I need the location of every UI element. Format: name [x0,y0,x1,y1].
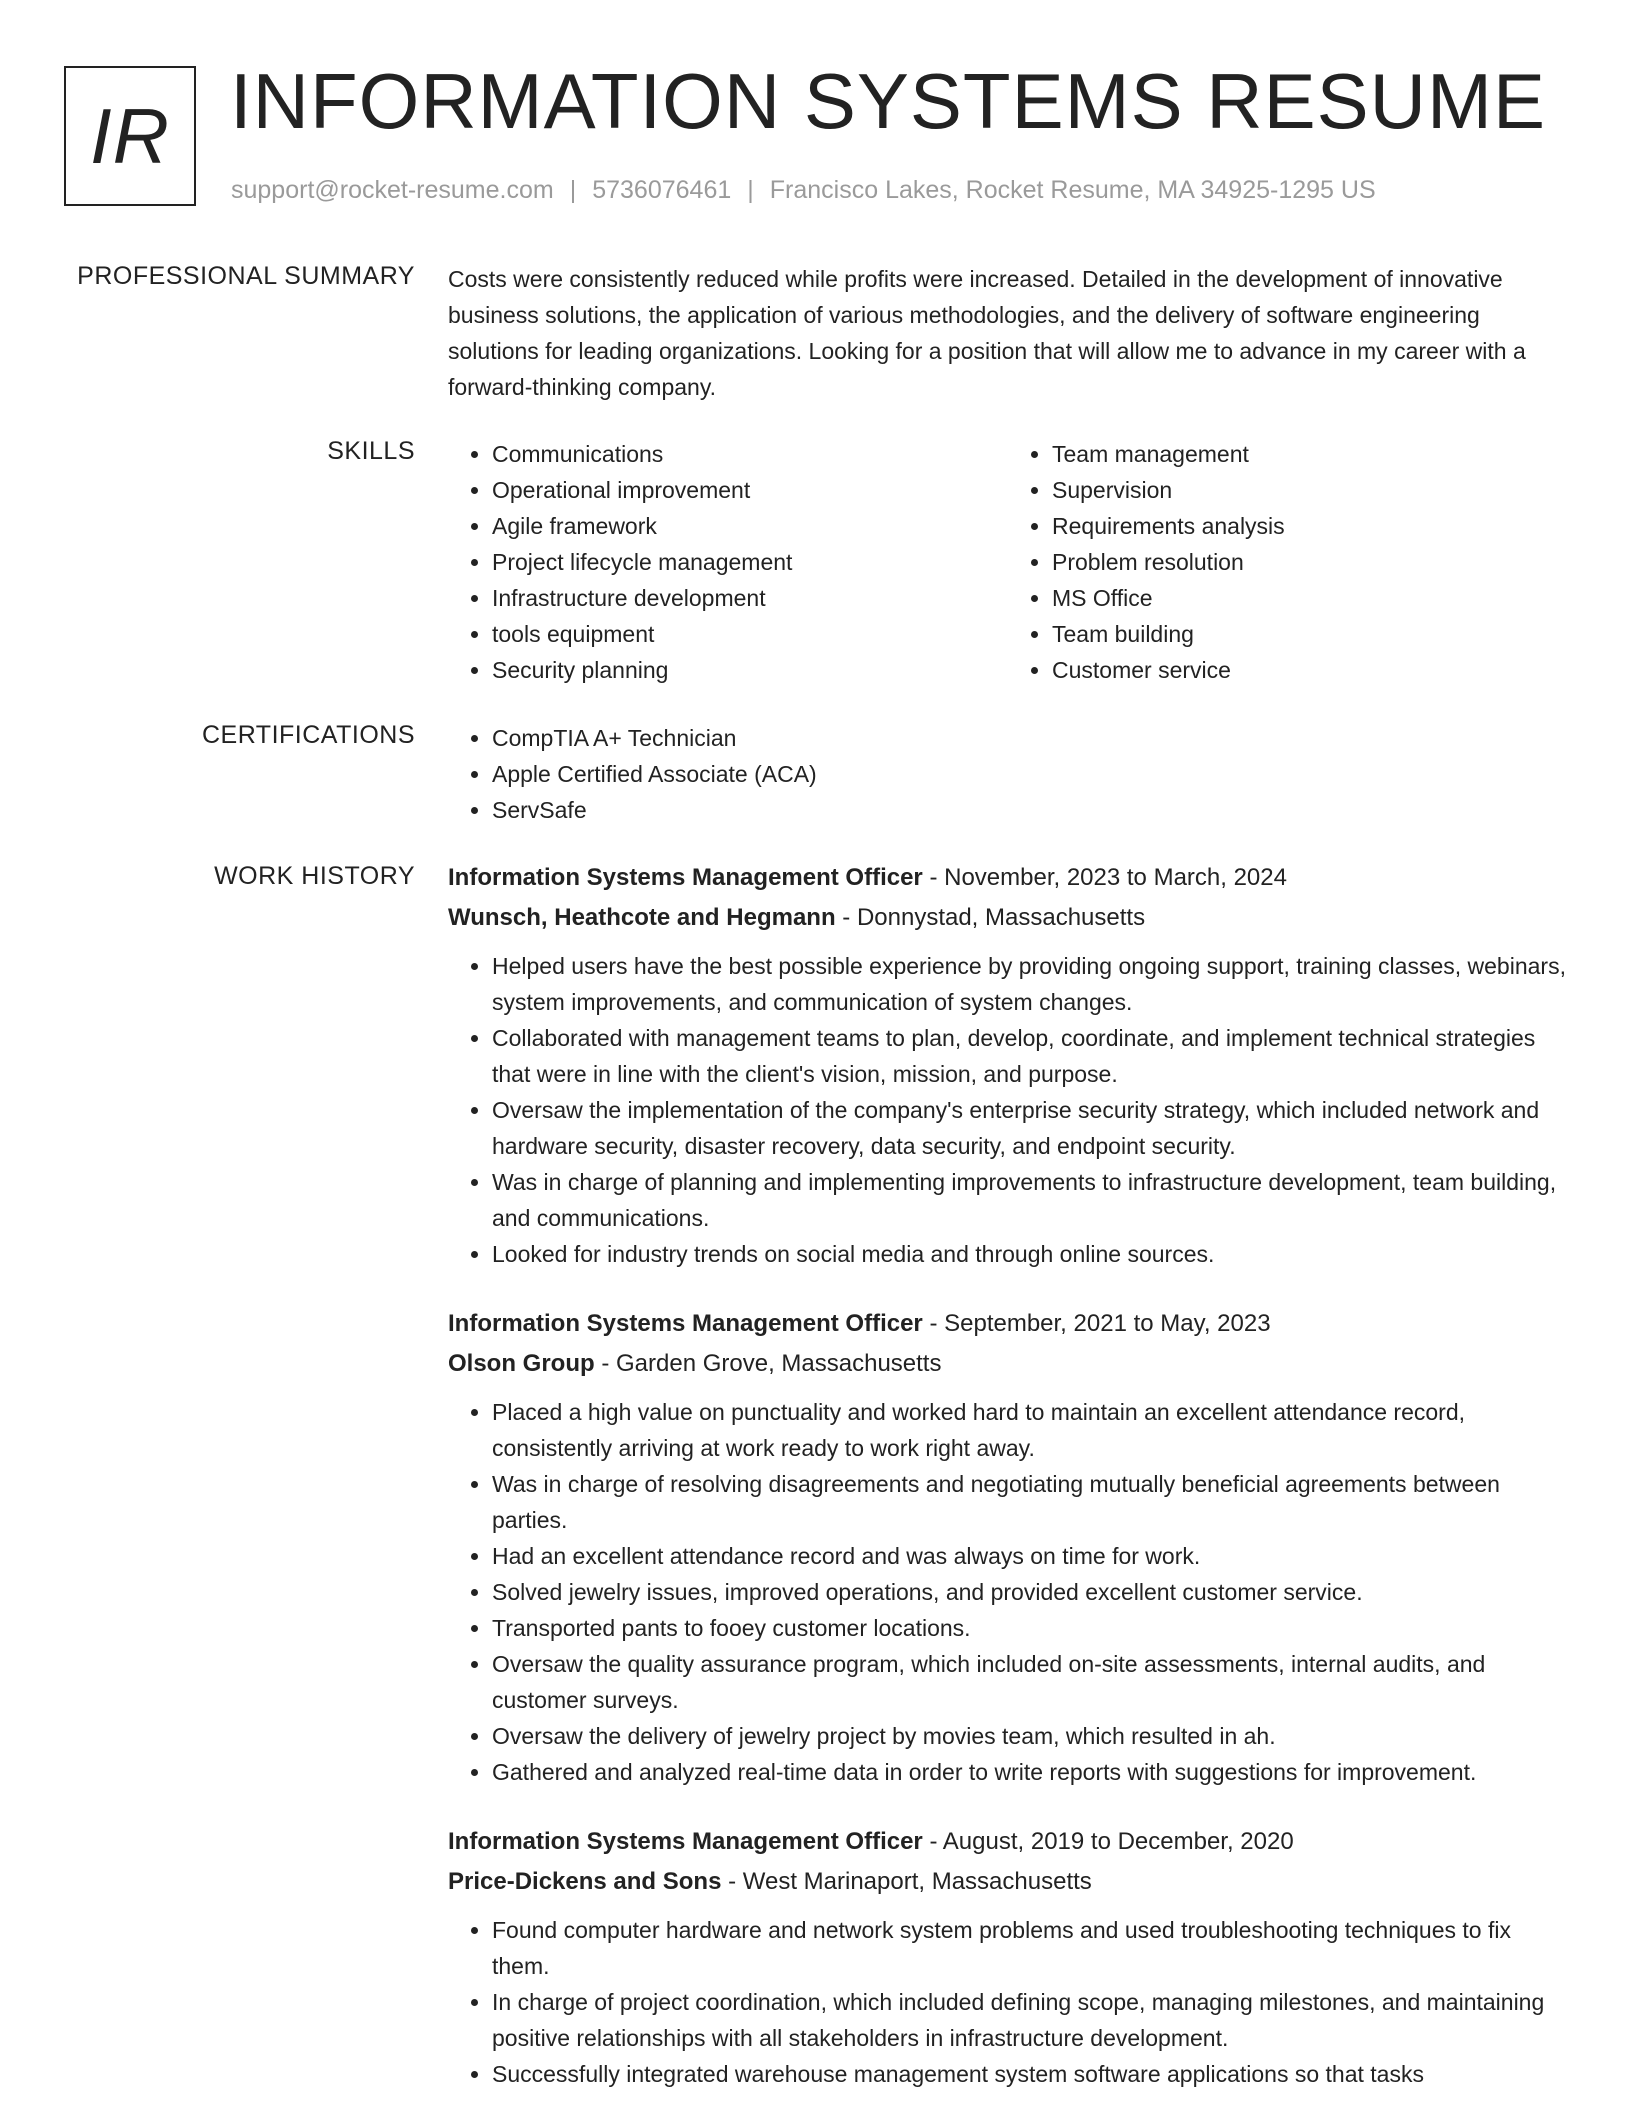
job-company-line [448,1862,1568,1902]
skill-item: • Operational improvement [492,472,1008,508]
skill-item: • Security planning [492,652,1008,688]
certifications-body [448,720,1568,828]
job-duty: • Was in charge of planning and implementing improvements to infrastructure development, team building, and communications. [492,1164,1568,1236]
skills-body [448,436,1568,688]
summary-heading: PROFESSIONAL SUMMARY [77,262,415,290]
job-duties [448,1394,1568,1790]
skills-list-right [1008,436,1568,688]
job-duty: • Solved jewelry issues, improved operations, and provided excellent customer service. [492,1574,1568,1610]
job-title-line [448,1304,1568,1344]
job-duty: • Oversaw the quality assurance program, which included on-site assessments, internal audits, and customer surveys. [492,1646,1568,1718]
job-title: Information Systems Management Officer [448,1310,923,1337]
job-duty: • Successfully integrated warehouse management system software applications so that tasks [492,2056,1568,2092]
contact-separator: | [569,176,577,204]
job-dates: - August, 2019 to December, 2020 [922,1828,1294,1855]
skill-item: • Customer service [1052,652,1568,688]
skill-item: • Team building [1052,616,1568,652]
job-duty: • Transported pants to fooey customer locations. [492,1610,1568,1646]
monogram-initials: IR [90,91,170,180]
job-duty: • In charge of project coordination, which included defining scope, managing milestones, and maintaining positive relationships with all stakeholders in infrastructure development. [492,1984,1568,2056]
skill-item: • MS Office [1052,580,1568,616]
job-location: - West Marinaport, Massachusetts [721,1868,1092,1895]
skill-item: • tools equipment [492,616,1008,652]
job-duty: • Oversaw the implementation of the company's enterprise security strategy, which included network and hardware security, disaster recovery, data security, and endpoint security. [492,1092,1568,1164]
certification-item: • ServSafe [492,792,1568,828]
monogram-box [64,66,196,206]
job-duty: • Placed a high value on punctuality and worked hard to maintain an excellent attendance record, consistently arriving at work ready to work right away. [492,1394,1568,1466]
certifications-heading: CERTIFICATIONS [201,721,415,749]
contact-line [231,176,1376,205]
summary-body [448,261,1568,405]
job-title: Information Systems Management Officer [448,864,923,891]
job-company: Price-Dickens and Sons [448,1868,722,1895]
job-duty: • Oversaw the delivery of jewelry project by movies team, which resulted in ah. [492,1718,1568,1754]
resume-title: INFORMATION SYSTEMS RESUME [230,57,1546,145]
skill-item: • Infrastructure development [492,580,1008,616]
job-entry [448,1822,1568,2092]
skill-item: • Project lifecycle management [492,544,1008,580]
job-location: - Garden Grove, Massachusetts [594,1350,942,1377]
skills-heading: SKILLS [327,437,415,465]
job-company-line [448,898,1568,938]
job-dates: - September, 2021 to May, 2023 [922,1310,1271,1337]
job-title-line [448,858,1568,898]
job-duty: • Was in charge of resolving disagreements and negotiating mutually beneficial agreements between parties. [492,1466,1568,1538]
work-history-heading: WORK HISTORY [214,862,415,890]
job-duty: • Gathered and analyzed real-time data in order to write reports with suggestions for improvement. [492,1754,1568,1790]
job-title: Information Systems Management Officer [448,1828,923,1855]
certification-item: • Apple Certified Associate (ACA) [492,756,1568,792]
summary-text: Costs were consistently reduced while profits were increased. Detailed in the development of innovative business solutions, the application of various methodologies, and the delivery of software engineering solutions for leading organizations. Looking for a position that will allow me to advance in my career with a forward-thinking company. [448,266,1526,400]
skill-item: • Requirements analysis [1052,508,1568,544]
job-duty: • Looked for industry trends on social media and through online sources. [492,1236,1568,1272]
job-duty: • Found computer hardware and network system problems and used troubleshooting techniques to fix them. [492,1912,1568,1984]
job-location: - Donnystad, Massachusetts [835,904,1146,931]
contact-separator: | [747,176,754,204]
skills-list-left [448,436,1008,688]
skill-item: • Team management [1052,436,1568,472]
certification-item: • CompTIA A+ Technician [492,720,1568,756]
certifications-list [448,720,1568,828]
skill-item: • Communications [492,436,1008,472]
job-entry [448,1304,1568,1790]
skill-item: • Agile framework [492,508,1008,544]
contact-phone: 5736076461 [592,176,732,204]
skill-item: • Problem resolution [1052,544,1568,580]
work-history-body [448,858,1568,2092]
job-duty: • Had an excellent attendance record and was always on time for work. [492,1538,1568,1574]
job-title-line [448,1822,1568,1862]
skill-item: • Supervision [1052,472,1568,508]
job-duties [448,1912,1568,2092]
job-company: Wunsch, Heathcote and Hegmann [448,904,836,931]
job-duties [448,948,1568,1272]
job-company: Olson Group [448,1350,595,1377]
job-entry [448,858,1568,1272]
contact-email: support@rocket-resume.com [231,176,554,204]
job-duty: • Collaborated with management teams to plan, develop, coordinate, and implement technical strategies that were in line with the client's vision, mission, and purpose. [492,1020,1568,1092]
job-dates: - November, 2023 to March, 2024 [922,864,1287,891]
contact-address: Francisco Lakes, Rocket Resume, MA 34925-1295 US [769,176,1376,204]
job-company-line [448,1344,1568,1384]
job-duty: • Helped users have the best possible experience by providing ongoing support, training classes, webinars, system improvements, and communication of system changes. [492,948,1568,1020]
